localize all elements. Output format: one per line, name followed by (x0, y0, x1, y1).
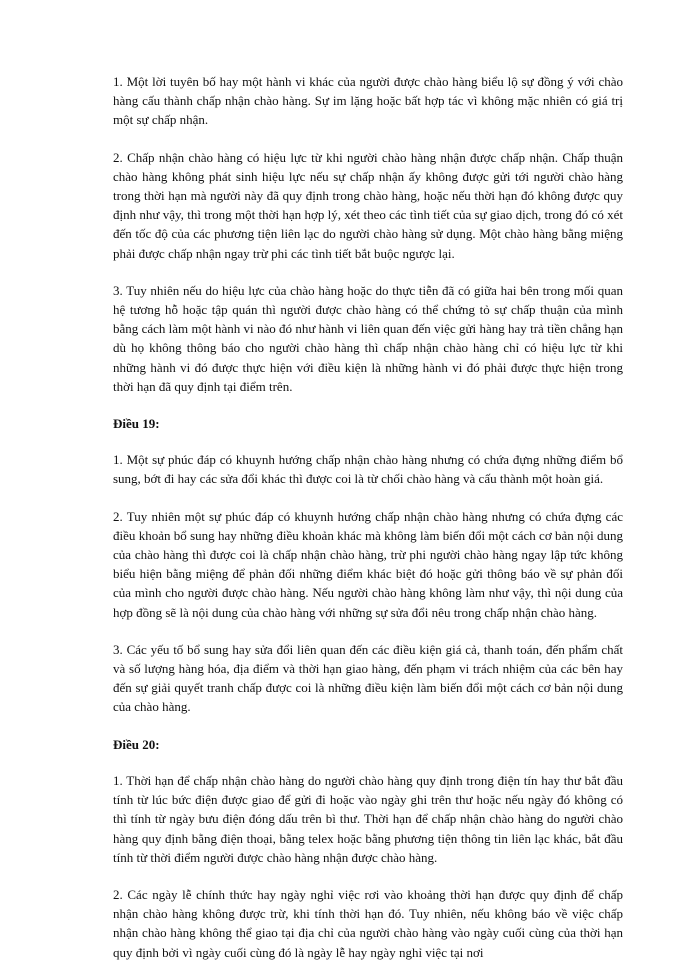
article-19-paragraph-1: 1. Một sự phúc đáp có khuynh hướng chấp nhận chào hàng nhưng có chứa đựng những điểm bổ sung, bớt đi hay các sửa đổi khác thì được coi là từ chối chào hàng và cấu thành một hoàn giá. (113, 452, 623, 487)
article-19-paragraph-3: 3. Các yếu tố bổ sung hay sửa đổi liên quan đến các điều kiện giá cả, thanh toán, đến phẩm chất và số lượng hàng hóa, địa điểm và thời hạn giao hàng, đến phạm vi trách nhiệm của các bên hay đến sự giải quyết tranh chấp được coi là những điều kiện làm biến đổi một cách cơ bản nội dung của chào hàng. (113, 641, 623, 715)
article-20-heading: Điều 20: (113, 736, 160, 752)
document-page (113, 72, 623, 980)
paragraph-2: 2. Chấp nhận chào hàng có hiệu lực từ khi người chào hàng nhận được chấp nhận. Chấp thuận chào hàng không phát sinh hiệu lực nếu sự chấp nhận ấy không được gửi tới người chào hàng trong thời hạn mà người này đã quy định trong chào hàng, hoặc nếu thời hạn đó không được quy định như vậy, thì trong một thời hạn hợp lý, xét theo các tình tiết của sự giao dịch, trong đó có xét đến tốc độ của các phương tiện liên lạc do người chào hàng sử dụng. Một chào hàng bằng miệng phải được chấp nhận ngay trừ phi các tình tiết bắt buộc ngược lại. (113, 149, 623, 261)
article-19-heading: Điều 19: (113, 416, 160, 432)
paragraph-3: 3. Tuy nhiên nếu do hiệu lực của chào hàng hoặc do thực tiễn đã có giữa hai bên trong mối quan hệ tương hỗ hoặc tập quán thì người được chào hàng có thể chứng tỏ sự chấp thuận của mình bằng cách làm một hành vi nào đó như hành vi liên quan đến việc gửi hàng hay trả tiền chẳng hạn dù họ không thông báo cho người chào hàng thì chấp nhận chào hàng chỉ có hiệu lực từ khi những hành vi đó được thực hiện với điều kiện là những hành vi đó phải được thực hiện trong thời hạn đã quy định tại điểm trên. (113, 282, 623, 394)
article-20-paragraph-1: 1. Thời hạn để chấp nhận chào hàng do người chào hàng quy định trong điện tín hay thư bắt đầu tính từ lúc bức điện được giao để gửi đi hoặc vào ngày ghi trên thư hoặc nếu ngày đó không có thì tính từ ngày bưu điện đóng dấu trên bì thư. Thời hạn để chấp nhận chào hàng do người chào hàng quy định bằng điện thoại, bằng telex hoặc bằng phương tiện thông tin liên lạc khác, bắt đầu tính từ thời điểm người được chào hàng nhận được chào hàng. (113, 772, 623, 865)
article-20-paragraph-2: 2. Các ngày lễ chính thức hay ngày nghỉ việc rơi vào khoảng thời hạn được quy định để chấp nhận chào hàng không được trừ, khi tính thời hạn đó. Tuy nhiên, nếu không báo về việc chấp nhận chào hàng không thể giao tại địa chỉ của người chào hàng vào ngày cuối cùng của thời hạn quy định bởi vì ngày cuối cùng đó là ngày lễ hay ngày nghỉ việc tại nơi (113, 886, 623, 960)
article-19-paragraph-2: 2. Tuy nhiên một sự phúc đáp có khuynh hướng chấp nhận chào hàng nhưng có chứa đựng các điều khoản bổ sung hay những điều khoản khác mà không làm biến đổi một cách cơ bản nội dung của chào hàng thì được coi là chấp nhận chào hàng, trừ phi người chào hàng ngay lập tức không biểu hiện bằng miệng để phản đối những điểm khác biệt đó hoặc gửi thông báo về sự phản đối của mình cho người được chào hàng. Nếu người chào hàng không làm như vậy, thì nội dung của hợp đồng sẽ là nội dung của chào hàng với những sự sửa đổi nêu trong chấp nhận chào hàng. (113, 508, 623, 620)
paragraph-1: 1. Một lời tuyên bố hay một hành vi khác của người được chào hàng biểu lộ sự đồng ý với chào hàng cấu thành chấp nhận chào hàng. Sự im lặng hoặc bất hợp tác vì không mặc nhiên có giá trị một sự chấp nhận. (113, 74, 623, 128)
